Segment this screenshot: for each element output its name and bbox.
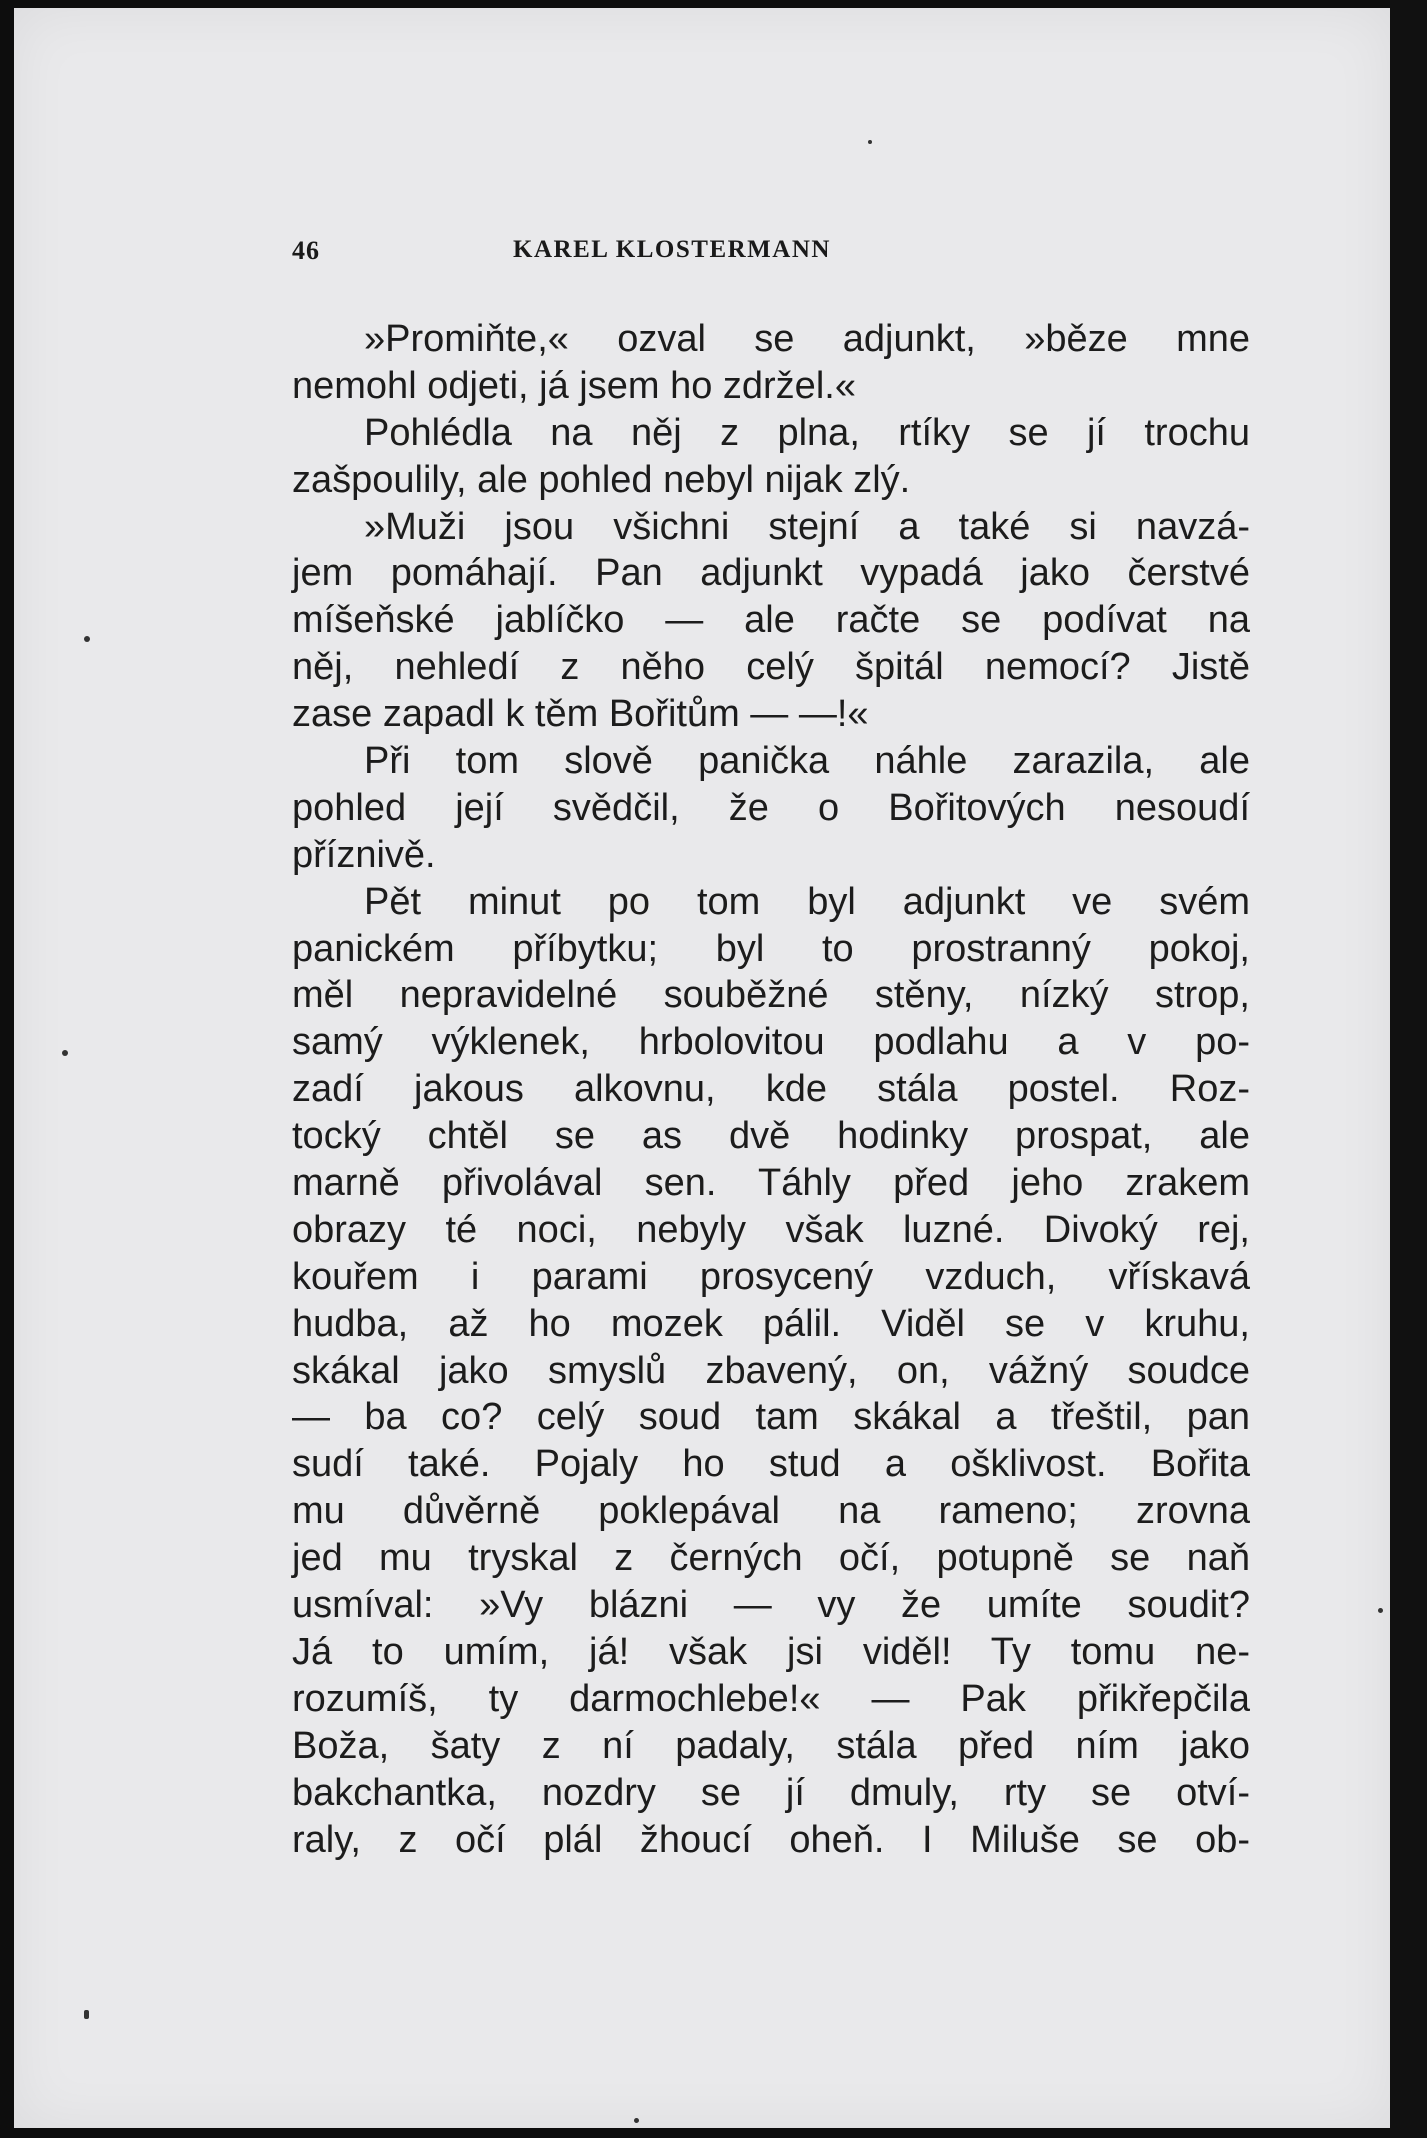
scan-speck xyxy=(1378,1608,1383,1613)
text-line: měl nepravidelné souběžné stěny, nízký strop, xyxy=(292,974,1250,1017)
text-line: míšeňské jablíčko — ale račte se podívat na xyxy=(292,599,1250,642)
text-line: jem pomáhají. Pan adjunkt vypadá jako čerstvé xyxy=(292,552,1250,595)
text-line: raly, z očí plál žhoucí oheň. I Miluše se ob- xyxy=(292,1818,1250,1861)
text-line: nemohl odjeti, já jsem ho zdržel.« xyxy=(292,364,856,407)
text-line: Já to umím, já! však jsi viděl! Ty tomu ne- xyxy=(292,1630,1250,1673)
scan-speck xyxy=(868,140,872,144)
text-line: zašpoulily, ale pohled nebyl nijak zlý. xyxy=(292,458,911,501)
text-line: — ba co? celý soud tam skákal a třeštil, pan xyxy=(292,1396,1250,1439)
text-line: skákal jako smyslů zbavený, on, vážný soudce xyxy=(292,1349,1250,1392)
text-line: zadí jakous alkovnu, kde stála postel. Roz- xyxy=(292,1068,1250,1111)
text-line: něj, nehledí z něho celý špitál nemocí? Jistě xyxy=(292,646,1250,689)
text-line: kouřem i parami prosycený vzduch, vřískavá xyxy=(292,1255,1250,1298)
text-line: Pět minut po tom byl adjunkt ve svém xyxy=(364,880,1250,923)
text-line: »Promiňte,« ozval se adjunkt, »běze mne xyxy=(364,318,1250,360)
text-line: bakchantka, nozdry se jí dmuly, rty se otví- xyxy=(292,1771,1250,1814)
scan-speck xyxy=(84,636,90,642)
text-line: Pohlédla na něj z plna, rtíky se jí trochu xyxy=(364,411,1250,454)
text-line: příznivě. xyxy=(292,833,436,876)
text-line: zase zapadl k těm Bořitům — —!« xyxy=(292,693,869,736)
text-line: hudba, až ho mozek pálil. Viděl se v kruhu, xyxy=(292,1302,1250,1345)
page-number: 46 xyxy=(292,236,320,265)
scan-speck xyxy=(62,1050,68,1056)
text-line: tocký chtěl se as dvě hodinky prospat, ale xyxy=(292,1115,1250,1158)
running-head: KAREL KLOSTERMANN xyxy=(513,236,831,263)
text-line: mu důvěrně poklepával na rameno; zrovna xyxy=(292,1490,1250,1533)
text-line: »Muži jsou všichni stejní a také si navzá- xyxy=(364,505,1250,548)
page-body-text xyxy=(292,316,1250,1863)
text-line: obrazy té noci, nebyly však luzné. Divoký rej, xyxy=(292,1208,1250,1251)
text-line: Při tom slově panička náhle zarazila, ale xyxy=(364,740,1250,783)
scan-speck xyxy=(634,2118,639,2123)
scan-border xyxy=(1390,0,1427,2138)
scan-speck xyxy=(84,2010,89,2019)
text-line: usmíval: »Vy blázni — vy že umíte soudit? xyxy=(292,1584,1250,1627)
text-line: Boža, šaty z ní padaly, stála před ním jako xyxy=(292,1724,1250,1767)
text-line: jed mu tryskal z černých očí, potupně se naň xyxy=(292,1537,1250,1580)
page-header xyxy=(292,236,960,276)
text-line: samý výklenek, hrbolovitou podlahu a v po- xyxy=(292,1021,1250,1064)
text-line: panickém příbytku; byl to prostranný pokoj, xyxy=(292,927,1250,970)
text-line: rozumíš, ty darmochlebe!« — Pak přikřepčila xyxy=(292,1677,1250,1720)
text-line: sudí také. Pojaly ho stud a ošklivost. Bořita xyxy=(292,1443,1250,1486)
text-line: marně přivolával sen. Táhly před jeho zrakem xyxy=(292,1162,1250,1205)
text-line: pohled její svědčil, že o Bořitových nesoudí xyxy=(292,786,1250,829)
